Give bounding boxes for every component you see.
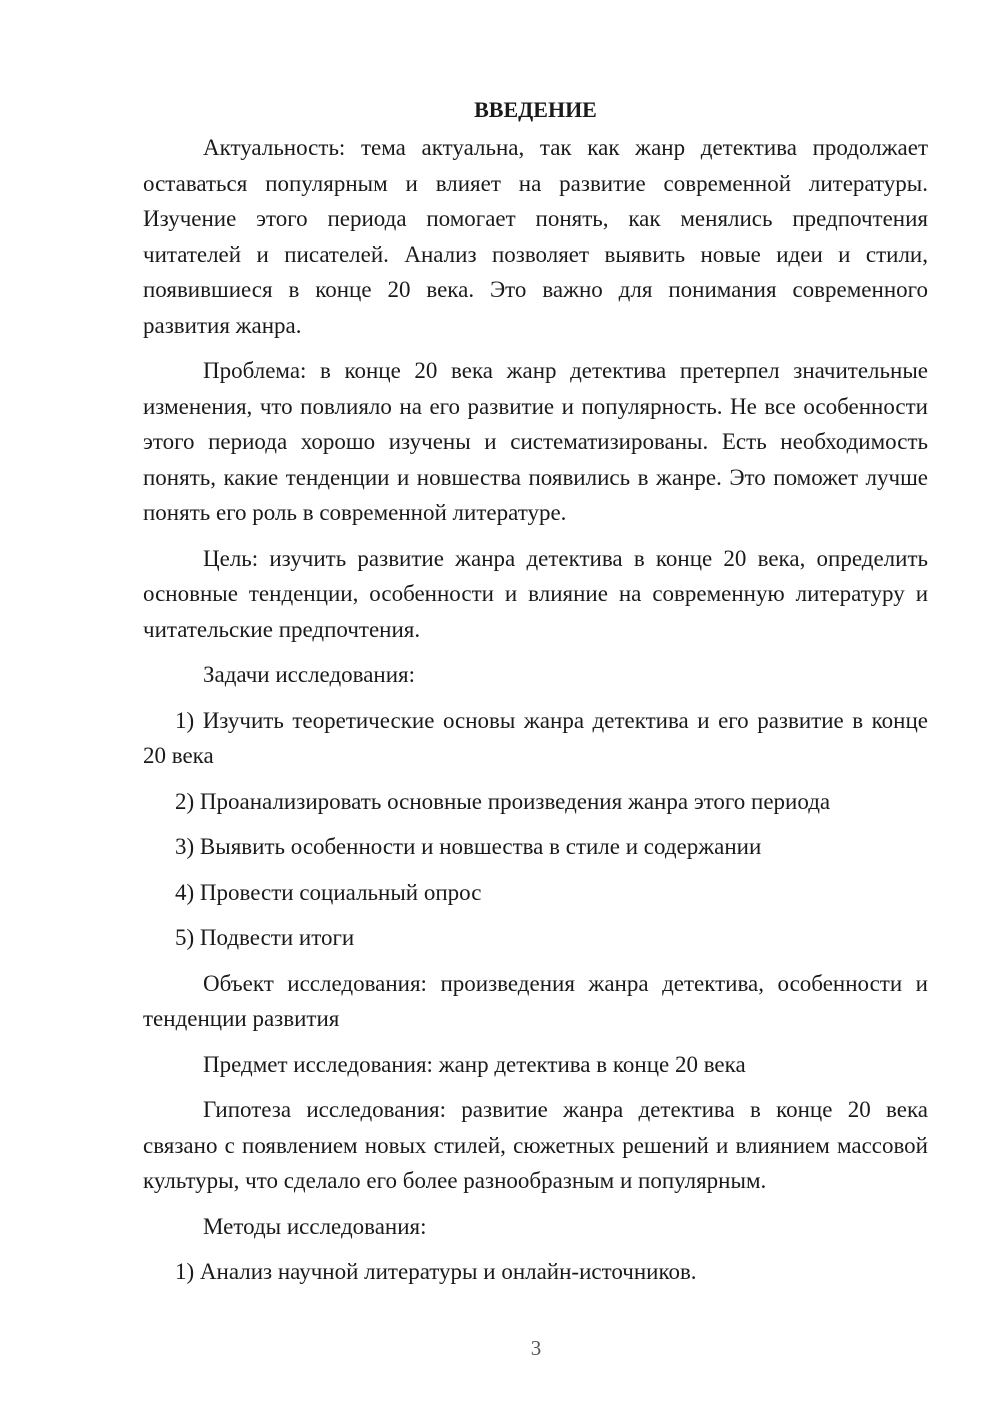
paragraph-relevance: Актуальность: тема актуальна, так как жанр детектива продолжает оставаться популярным и влияет на развитие современной литературы. Изучение этого периода помогает понять, как менялись предпочтения читателей и писателей. Анализ позволяет выявить новые идеи и стили, появившиеся в конце 20 века. Это важно для понимания современного развития жанра. (143, 135, 928, 338)
paragraph-methods-heading: Методы исследования: (203, 1213, 427, 1239)
list-item-task-2: 2) Проанализировать основные произведения жанра этого периода (175, 788, 831, 814)
list-item-task-4: 4) Провести социальный опрос (175, 879, 482, 905)
paragraph-hypothesis: Гипотеза исследования: развитие жанра детектива в конце 20 века связано с появлением новых стилей, сюжетных решений и влиянием массовой культуры, что сделало его более разнообразным и популярным. (143, 1097, 928, 1193)
paragraph-tasks-heading: Задачи исследования: (203, 662, 416, 687)
paragraph-object: Объект исследования: произведения жанра детектива, особенности и тенденции развития (143, 970, 928, 1031)
list-item-method-1: 1) Анализ научной литературы и онлайн-источников. (175, 1259, 697, 1284)
paragraph-goal: Цель: изучить развитие жанра детектива в конце 20 века, определить основные тенденции, особенности и влияние на современную литературу и читательские предпочтения. (143, 545, 928, 642)
list-item-task-5: 5) Подвести итоги (175, 925, 355, 950)
list-item-task-3: 3) Выявить особенности и новшества в стиле и содержании (175, 834, 762, 859)
list-item-task-1: 1) Изучить теоретические основы жанра детектива и его развитие в конце 20 века (143, 707, 928, 768)
document-body (143, 92, 928, 1300)
paragraph-problem: Проблема: в конце 20 века жанр детектива претерпел значительные изменения, что повлияло на его развитие и популярность. Не все особенности этого периода хорошо изучены и систематизированы. Есть необходимость понять, какие тенденции и новшества появились в жанре. Это поможет лучше понять его роль в современной литературе. (143, 358, 928, 525)
paragraph-subject: Предмет исследования: жанр детектива в конце 20 века (203, 1051, 746, 1077)
section-title: ВВЕДЕНИЕ (474, 97, 597, 122)
page-number: 3 (530, 1336, 542, 1360)
